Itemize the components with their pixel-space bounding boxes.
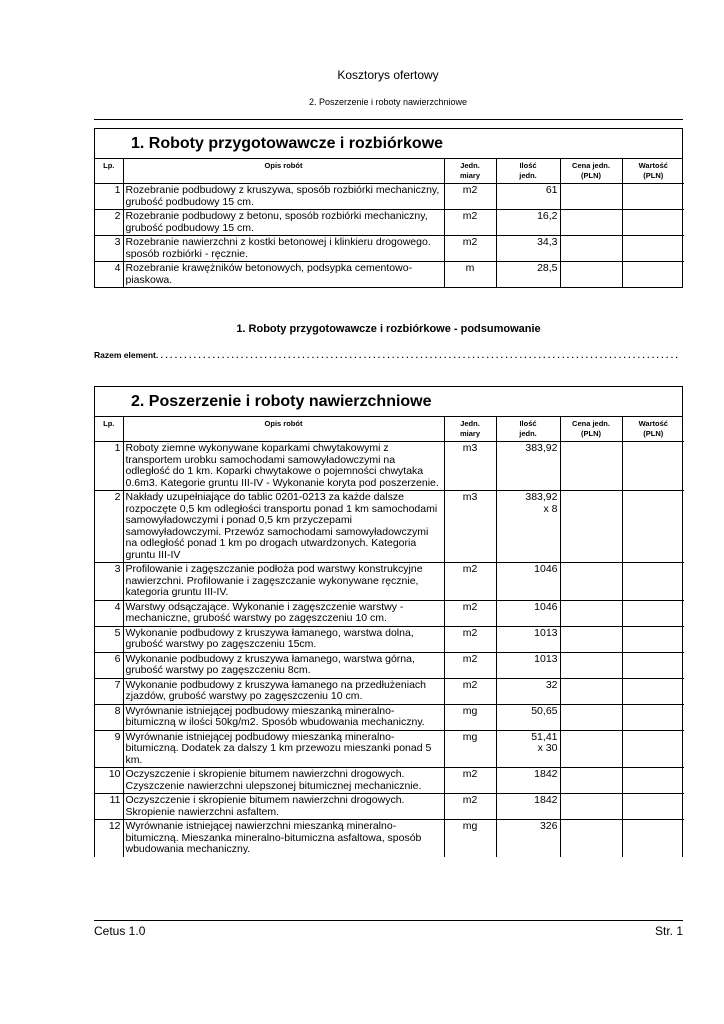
row-value bbox=[622, 704, 684, 730]
table-row bbox=[95, 600, 684, 626]
row-quantity: 1013 bbox=[496, 626, 560, 652]
row-value bbox=[622, 730, 684, 768]
row-lp: 10 bbox=[95, 768, 123, 794]
row-lp: 2 bbox=[95, 210, 123, 236]
row-quantity: 1046 bbox=[496, 563, 560, 601]
row-unit: m2 bbox=[444, 184, 496, 210]
row-unit: m3 bbox=[444, 442, 496, 491]
row-value bbox=[622, 820, 684, 857]
row-quantity: 383,92 bbox=[496, 442, 560, 491]
row-lp: 7 bbox=[95, 678, 123, 704]
row-quantity: 34,3 bbox=[496, 236, 560, 262]
row-lp: 1 bbox=[95, 442, 123, 491]
row-quantity: 16,2 bbox=[496, 210, 560, 236]
row-unit-price bbox=[560, 262, 622, 288]
table-row bbox=[95, 704, 684, 730]
row-unit: m2 bbox=[444, 210, 496, 236]
row-description: Rozebranie podbudowy z kruszywa, sposób rozbiórki mechaniczny, grubość podbudowy 15 cm. bbox=[123, 184, 444, 210]
row-description: Wyrównanie istniejącej podbudowy mieszanką mineralno-bitumiczną. Dodatek za dalszy 1 km przewozu mieszanki ponad 5 km. bbox=[123, 730, 444, 768]
row-description: Wyrównanie istniejącej podbudowy mieszanką mineralno-bitumiczną w ilości 50kg/m2. Sposób wbudowania mechaniczny. bbox=[123, 704, 444, 730]
row-lp: 8 bbox=[95, 704, 123, 730]
table-row bbox=[95, 626, 684, 652]
row-lp: 9 bbox=[95, 730, 123, 768]
row-value bbox=[622, 652, 684, 678]
row-lp: 6 bbox=[95, 652, 123, 678]
table-row bbox=[95, 794, 684, 820]
row-value bbox=[622, 442, 684, 491]
row-description: Rozebranie nawierzchni z kostki betonowej i klinkieru drogowego. sposób rozbiórki - ręcznie. bbox=[123, 236, 444, 262]
table-row bbox=[95, 768, 684, 794]
row-quantity-multiplier: x 8 bbox=[543, 502, 558, 515]
row-unit-price bbox=[560, 236, 622, 262]
row-quantity: 383,92 x 8 bbox=[496, 491, 560, 563]
row-unit-price bbox=[560, 563, 622, 601]
row-description: Roboty ziemne wykonywane koparkami chwytakowymi z transportem urobku samochodami samowyładowczymi na odległość do 1 km. Koparki chwytakowe o pojemności chwytaka 0.6m3. Kategorie gruntu III-IV - Wykonanie koryta pod poszerzenie. bbox=[123, 442, 444, 491]
row-value bbox=[622, 236, 684, 262]
row-lp: 1 bbox=[95, 184, 123, 210]
col-value: Wartość (PLN) bbox=[622, 159, 684, 184]
row-unit-price bbox=[560, 491, 622, 563]
row-value bbox=[622, 600, 684, 626]
row-quantity: 32 bbox=[496, 678, 560, 704]
row-quantity: 1842 bbox=[496, 768, 560, 794]
row-unit-price bbox=[560, 768, 622, 794]
row-description: Rozebranie podbudowy z betonu, sposób rozbiórki mechaniczny, grubość podbudowy 15 cm. bbox=[123, 210, 444, 236]
row-lp: 4 bbox=[95, 600, 123, 626]
table-row bbox=[95, 236, 684, 262]
row-quantity: 51,41 x 30 bbox=[496, 730, 560, 768]
row-unit: m2 bbox=[444, 652, 496, 678]
section-1-box bbox=[94, 128, 683, 288]
col-qty: Ilość jedn. bbox=[496, 417, 560, 442]
table-row bbox=[95, 678, 684, 704]
row-quantity: 1013 bbox=[496, 652, 560, 678]
row-value bbox=[622, 210, 684, 236]
row-lp: 5 bbox=[95, 626, 123, 652]
col-desc: Opis robót bbox=[123, 417, 444, 442]
row-unit: mg bbox=[444, 820, 496, 857]
row-description: Oczyszczenie i skropienie bitumem nawierzchni drogowych. Czyszczenie nawierzchni ulepszonej bitumicznej mechanicznie. bbox=[123, 768, 444, 794]
col-price: Cena jedn. (PLN) bbox=[560, 159, 622, 184]
row-value bbox=[622, 768, 684, 794]
row-description: Warstwy odsączające. Wykonanie i zagęszczenie warstwy - mechaniczne, grubość warstwy po zagęszczeniu 10 cm. bbox=[123, 600, 444, 626]
section-1-title: 1. Roboty przygotowawcze i rozbiórkowe bbox=[95, 129, 682, 159]
col-qty: Ilość jedn. bbox=[496, 159, 560, 184]
row-unit: m2 bbox=[444, 563, 496, 601]
row-value bbox=[622, 563, 684, 601]
row-unit: m2 bbox=[444, 768, 496, 794]
table-header-row bbox=[95, 417, 684, 442]
row-description: Profilowanie i zagęszczanie podłoża pod warstwy konstrukcyjne nawierzchni. Profilowanie i zagęszczanie wykonywane ręcznie, kategoria gruntu III-IV. bbox=[123, 563, 444, 601]
row-quantity: 61 bbox=[496, 184, 560, 210]
row-unit: m bbox=[444, 262, 496, 288]
document-title: Kosztorys ofertowy bbox=[337, 68, 439, 82]
footer-software: Cetus 1.0 bbox=[94, 924, 146, 938]
row-description: Nakłady uzupełniające do tablic 0201-0213 za każde dalsze rozpoczęte 0,5 km odległości transportu ponad 1 km samochodami samowyładowczymi i ponad 0,5 km przyczepami samowyładowczymi. Przewóz samochodami samowyładowczymi na odległość ponad 1 km po drogach utwardzonych. Kategoria gruntu III-IV bbox=[123, 491, 444, 563]
row-unit: m2 bbox=[444, 626, 496, 652]
section-1-summary-title: 1. Roboty przygotowawcze i rozbiórkowe - podsumowanie bbox=[236, 323, 541, 335]
row-unit-price bbox=[560, 820, 622, 857]
footer-divider bbox=[94, 920, 683, 921]
row-unit-price bbox=[560, 442, 622, 491]
table-row bbox=[95, 820, 684, 857]
table-row bbox=[95, 563, 684, 601]
row-unit: m2 bbox=[444, 678, 496, 704]
row-quantity: 1046 bbox=[496, 600, 560, 626]
col-unit: Jedn. miary bbox=[444, 159, 496, 184]
row-unit: m2 bbox=[444, 794, 496, 820]
row-value bbox=[622, 678, 684, 704]
row-description: Wykonanie podbudowy z kruszywa łamanego, warstwa dolna, grubość warstwy po zagęszczeniu 15cm. bbox=[123, 626, 444, 652]
col-desc: Opis robót bbox=[123, 159, 444, 184]
row-lp: 3 bbox=[95, 563, 123, 601]
row-unit-price bbox=[560, 600, 622, 626]
table-row bbox=[95, 652, 684, 678]
row-lp: 3 bbox=[95, 236, 123, 262]
col-lp: Lp. bbox=[95, 417, 123, 442]
footer-page-number: Str. 1 bbox=[654, 924, 683, 938]
row-unit-price bbox=[560, 210, 622, 236]
table-row bbox=[95, 730, 684, 768]
row-description: Wykonanie podbudowy z kruszywa łamanego, warstwa górna, grubość warstwy po zagęszczeniu 8cm. bbox=[123, 652, 444, 678]
col-value: Wartość (PLN) bbox=[622, 417, 684, 442]
table-row bbox=[95, 210, 684, 236]
row-description: Oczyszczenie i skropienie bitumem nawierzchni drogowych. Skropienie nawierzchni asfaltem. bbox=[123, 794, 444, 820]
table-row bbox=[95, 184, 684, 210]
section-2 bbox=[94, 386, 683, 857]
row-quantity: 326 bbox=[496, 820, 560, 857]
col-lp: Lp. bbox=[95, 159, 123, 184]
row-quantity: 1842 bbox=[496, 794, 560, 820]
header-divider bbox=[94, 119, 683, 120]
element-total-line: Razem element. . . . . . . . . . . . . . . . . . . . . . . . . . . . . . . . . . . . . . . . . . . . . . . . . . . . . . . . . . . . . . . . . . . . . . . . . . . . . . . . . . . . . . . . . . . . . . . . . . . . . . . . . . . . . . . bbox=[94, 350, 678, 360]
row-lp: 11 bbox=[95, 794, 123, 820]
row-unit-price bbox=[560, 626, 622, 652]
row-unit: m2 bbox=[444, 600, 496, 626]
row-description: Rozebranie krawężników betonowych, podsypka cementowo-piaskowa. bbox=[123, 262, 444, 288]
row-unit-price bbox=[560, 652, 622, 678]
table-header-row bbox=[95, 159, 684, 184]
col-unit: Jedn. miary bbox=[444, 417, 496, 442]
row-value bbox=[622, 491, 684, 563]
row-description: Wykonanie podbudowy z kruszywa łamanego na przedłużeniach zjazdów, grubość warstwy po zagęszczeniu 10 cm. bbox=[123, 678, 444, 704]
row-unit-price bbox=[560, 794, 622, 820]
table-row bbox=[95, 262, 684, 288]
row-unit: mg bbox=[444, 704, 496, 730]
table-row bbox=[95, 491, 684, 563]
row-value bbox=[622, 626, 684, 652]
row-description: Wyrównanie istniejącej nawierzchni mieszanką mineralno-bitumiczną. Mieszanka mineralno-bitumiczna asfaltowa, sposób wbudowania mechaniczny. bbox=[123, 820, 444, 857]
row-lp: 12 bbox=[95, 820, 123, 857]
col-price: Cena jedn. (PLN) bbox=[560, 417, 622, 442]
row-unit: m3 bbox=[444, 491, 496, 563]
row-unit: mg bbox=[444, 730, 496, 768]
row-value bbox=[622, 184, 684, 210]
row-quantity-multiplier: x 30 bbox=[537, 742, 558, 754]
row-lp: 2 bbox=[95, 491, 123, 563]
section-2-table bbox=[95, 417, 684, 857]
row-unit-price bbox=[560, 730, 622, 768]
row-value bbox=[622, 794, 684, 820]
section-2-box bbox=[94, 386, 683, 857]
document-subtitle: 2. Poszerzenie i roboty nawierzchniowe bbox=[308, 97, 468, 107]
row-quantity: 28,5 bbox=[496, 262, 560, 288]
section-2-title: 2. Poszerzenie i roboty nawierzchniowe bbox=[95, 387, 682, 417]
row-unit-price bbox=[560, 184, 622, 210]
row-unit: m2 bbox=[444, 236, 496, 262]
section-1 bbox=[94, 128, 683, 288]
row-unit-price bbox=[560, 704, 622, 730]
row-unit-price bbox=[560, 678, 622, 704]
section-1-table bbox=[95, 159, 684, 287]
table-row bbox=[95, 442, 684, 491]
row-quantity: 50,65 bbox=[496, 704, 560, 730]
row-value bbox=[622, 262, 684, 288]
row-lp: 4 bbox=[95, 262, 123, 288]
